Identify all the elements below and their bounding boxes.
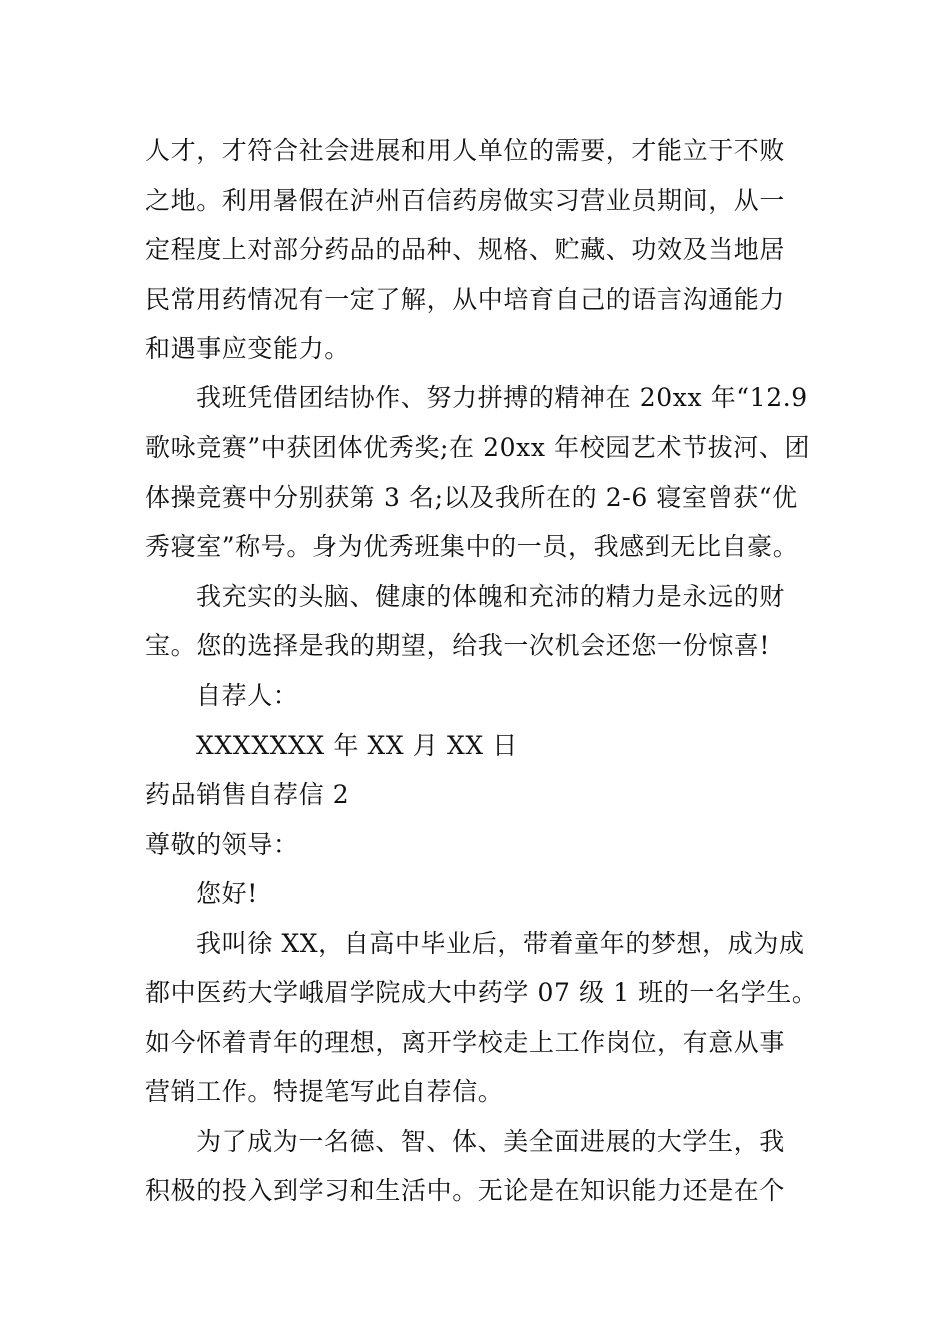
text-line: 秀寝室”称号。身为优秀班集中的一员，我感到无比自豪。 [145, 532, 799, 561]
greeting: 您好! [196, 879, 258, 908]
text-line: 我充实的头脑、健康的体魄和充沛的精力是永远的财 [196, 582, 785, 611]
text-line: 人才，才符合社会进展和用人单位的需要，才能立于不败 [145, 136, 786, 165]
text-line: 营销工作。特提笔写此自荐信。 [145, 1077, 504, 1106]
text-line: 为了成为一名德、智、体、美全面进展的大学生，我 [196, 1127, 785, 1156]
section-title: 药品销售自荐信 2 [145, 780, 350, 809]
text-line: 我叫徐 XX，自高中毕业后，带着童年的梦想，成为成 [196, 929, 805, 958]
salutation: 尊敬的领导： [145, 830, 299, 859]
text-line: 体操竞赛中分别获第 3 名;以及我所在的 2-6 寝室曾获“优 [145, 483, 798, 512]
text-line: 歌咏竞赛”中获团体优秀奖;在 20xx 年校园艺术节拔河、团 [145, 433, 811, 462]
text-line: 民常用药情况有一定了解，从中培育自己的语言沟通能力 [145, 285, 786, 314]
text-line: 之地。利用暑假在泸州百信药房做实习营业员期间，从一 [145, 186, 786, 215]
text-line: 如今怀着青年的理想，离开学校走上工作岗位，有意从事 [145, 1028, 786, 1057]
text-line: 定程度上对部分药品的品种、规格、贮藏、功效及当地居 [145, 235, 786, 264]
text-line: 我班凭借团结协作、努力拼搏的精神在 20xx 年“12.9 [196, 383, 808, 412]
text-line: 和遇事应变能力。 [145, 334, 350, 363]
text-line: 积极的投入到学习和生活中。无论是在知识能力还是在个 [145, 1176, 786, 1205]
text-line: 宝。您的选择是我的期望，给我一次机会还您一份惊喜! [145, 631, 771, 660]
signature-label: 自荐人： [196, 681, 299, 710]
date-line: XXXXXXX 年 XX 月 XX 日 [196, 731, 518, 760]
text-line: 都中医药大学峨眉学院成大中药学 07 级 1 班的一名学生。 [145, 978, 818, 1007]
